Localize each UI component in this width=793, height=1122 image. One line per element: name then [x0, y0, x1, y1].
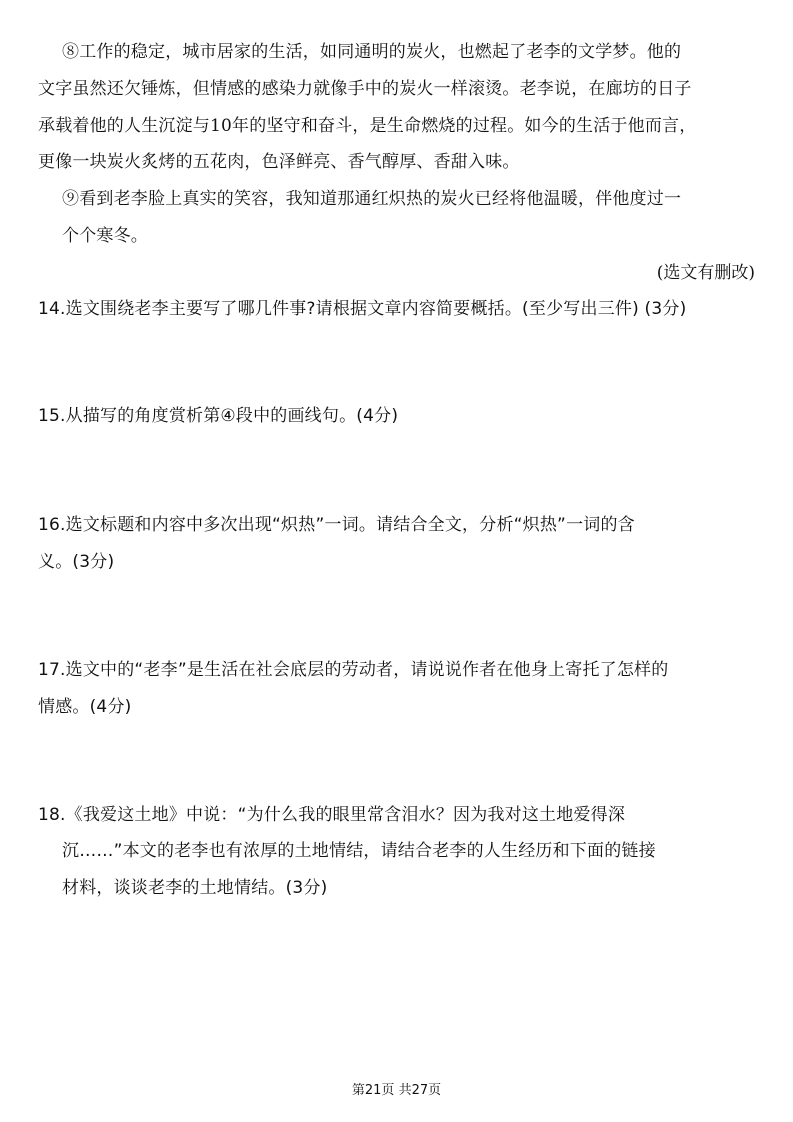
question-16-line-1: 16.选文标题和内容中多次出现“炽热”一词。请结合全文，分析“炽热”一词的含: [38, 515, 635, 535]
question-15: 15.从描写的角度赏析第④段中的画线句。(4分): [38, 406, 399, 426]
paragraph-8-line-4: 更像一块炭火炙烤的五花肉，色泽鲜亮、香气醇厚、香甜入味。: [38, 152, 520, 172]
question-14: 14.选文围绕老李主要写了哪几件事?请根据文章内容简要概括。(至少写出三件) (3分): [38, 299, 687, 319]
page-footer: 第21页 共27页: [351, 1083, 442, 1098]
source-note: (选文有删改): [656, 263, 755, 283]
question-16-line-2: 义。(3分): [38, 552, 115, 572]
question-17-line-1: 17.选文中的“老李”是生活在社会底层的劳动者，请说说作者在他身上寄托了怎样的: [38, 660, 669, 680]
question-18-line-3: 材料，谈谈老李的土地情结。(3分): [62, 878, 328, 898]
question-18-line-2: 沉……”本文的老李也有浓厚的土地情结，请结合老李的人生经历和下面的链接: [62, 841, 656, 861]
paragraph-8-line-1: ⑧工作的稳定，城市居家的生活，如同通明的炭火，也燃起了老李的文学梦。他的: [62, 42, 682, 62]
paragraph-9-line-2: 个个寒冬。: [62, 226, 148, 246]
question-18-line-1: 18.《我爱这土地》中说：“为什么我的眼里常含泪水？因为我对这土地爱得深: [38, 805, 626, 825]
paragraph-8-line-3: 承载着他的人生沉淀与10年的坚守和奋斗，是生命燃烧的过程。如今的生活于他而言，: [38, 116, 697, 136]
paragraph-9-line-1: ⑨看到老李脸上真实的笑容，我知道那通红炽热的炭火已经将他温暖，伴他度过一: [62, 189, 682, 209]
paragraph-8-line-2: 文字虽然还欠锤炼，但情感的感染力就像手中的炭火一样滚烫。老李说，在廊坊的日子: [38, 79, 692, 99]
question-17-line-2: 情感。(4分): [38, 697, 132, 717]
